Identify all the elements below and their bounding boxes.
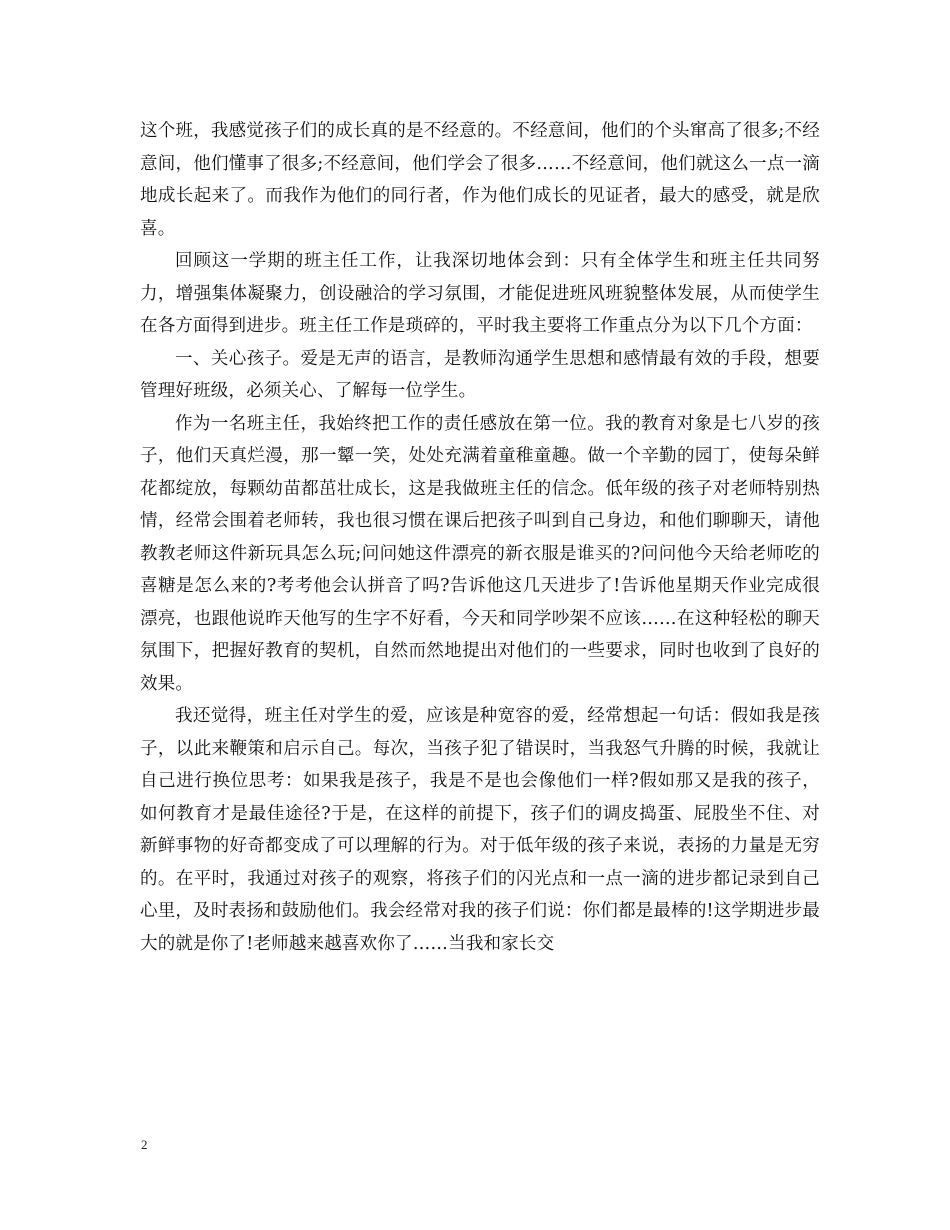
document-body xyxy=(140,115,820,960)
page-number: 2 xyxy=(141,1137,148,1152)
paragraph-review: 回顾这一学期的班主任工作，让我深切地体会到：只有全体学生和班主任共同努力，增强集体凝聚力，创设融洽的学习氛围，才能促进班风班貌整体发展，从而使学生在各方面得到进步。班主任工作是琐碎的，平时我主要将工作重点分为以下几个方面： xyxy=(140,251,820,336)
paragraph-section-one-heading: 一、关心孩子。爱是无声的语言，是教师沟通学生思想和感情最有效的手段，想要管理好班级，必须关心、了解每一位学生。 xyxy=(140,348,820,401)
paragraph-responsibility: 作为一名班主任，我始终把工作的责任感放在第一位。我的教育对象是七八岁的孩子，他们天真烂漫，那一颦一笑，处处充满着童稚童趣。做一个辛勤的园丁，使每朵鲜花都绽放，每颗幼苗都茁壮成长，这是我做班主任的信念。低年级的孩子对老师特别热情，经常会围着老师转，我也很习惯在课后把孩子叫到自己身边，和他们聊聊天，请他教教老师这件新玩具怎么玩;问问她这件漂亮的新衣服是谁买的?问问他今天给老师吃的喜糖是怎么来的?考考他会认拼音了吗?告诉他这几天进步了!告诉他星期天作业完成很漂亮，也跟他说昨天他写的生字不好看，今天和同学吵架不应该……在这种轻松的聊天氛围下，把握好教育的契机，自然而然地提出对他们的一些要求，同时也收到了良好的效果。 xyxy=(140,413,820,694)
paragraph-tolerant-love: 我还觉得，班主任对学生的爱，应该是种宽容的爱，经常想起一句话：假如我是孩子，以此来鞭策和启示自己。每次，当孩子犯了错误时，当我怒气升腾的时候，我就让自己进行换位思考：如果我是孩子，我是不是也会像他们一样?假如那又是我的孩子，如何教育才是最佳途径?于是，在这样的前提下，孩子们的调皮捣蛋、屁股坐不住、对新鲜事物的好奇都变成了可以理解的行为。对于低年级的孩子来说，表扬的力量是无穷的。在平时，我通过对孩子的观察，将孩子们的闪光点和一点一滴的进步都记录到自己心里，及时表扬和鼓励他们。我会经常对我的孩子们说：你们都是最棒的!这学期进步最大的就是你了!老师越来越喜欢你了……当我和家长交 xyxy=(140,706,820,954)
paragraph-continuation: 这个班，我感觉孩子们的成长真的是不经意的。不经意间，他们的个头窜高了很多;不经意间，他们懂事了很多;不经意间，他们学会了很多……不经意间，他们就这么一点一滴地成长起来了。而我作为他们的同行者，作为他们成长的见证者，最大的感受，就是欣喜。 xyxy=(140,121,820,239)
